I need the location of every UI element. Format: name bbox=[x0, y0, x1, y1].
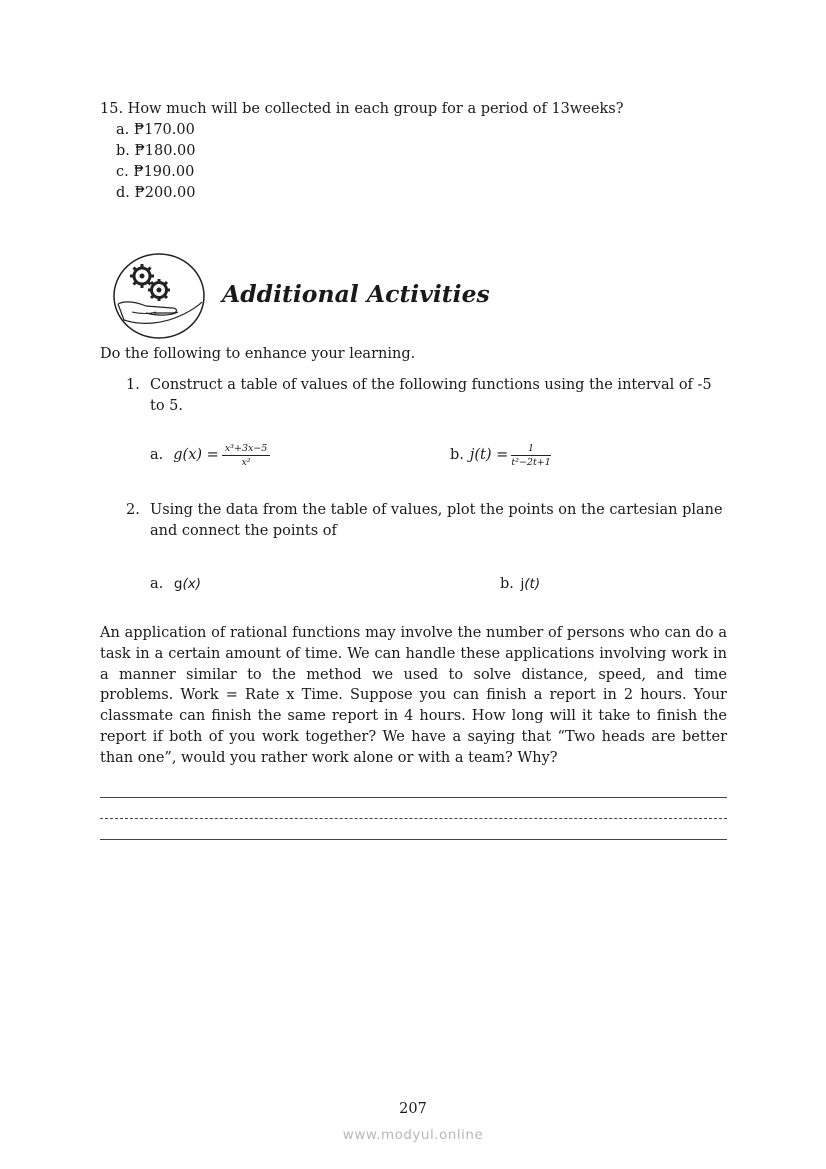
intro-text: Do the following to enhance your learning. bbox=[100, 346, 416, 362]
item-2b bbox=[500, 574, 540, 594]
item-2a-arg: (x) bbox=[182, 576, 201, 592]
function-g-denominator: x² bbox=[241, 456, 251, 468]
question-15-stem: 15. How much will be collected in each group for a period of 13weeks? bbox=[100, 101, 624, 117]
item-1-number: 1. bbox=[126, 377, 140, 393]
function-j-numerator: 1 bbox=[511, 443, 550, 456]
choice-c: c. ₱190.00 bbox=[116, 164, 195, 180]
section-title: Additional Activities bbox=[222, 280, 490, 308]
application-paragraph: An application of rational functions may involve the number of persons who can do a task in a certain amount of time. We can handle these applications involving work in a manner similar to the method we used to solve distance, speed, and time problems. Work = Rate x Time. Suppose you can finish a report in 2 hours. Your classmate can finish the same report in 4 hours. How long will it take to finish the report if both of you work together? We have a saying that “Two heads are better than one”, would you rather work alone or with a team? Why? bbox=[100, 625, 727, 766]
item-2-text: Using the data from the table of values, plot the points on the cartesian plane bbox=[150, 502, 723, 518]
function-j bbox=[450, 437, 551, 473]
item-1-text: Construct a table of values of the following functions using the interval of -5 bbox=[150, 377, 712, 393]
function-j-lhs: j(t) = bbox=[469, 447, 509, 463]
item-2b-label: b. bbox=[500, 576, 514, 592]
answer-line-1 bbox=[100, 797, 727, 798]
item-2-number: 2. bbox=[126, 502, 140, 518]
function-j-fraction bbox=[511, 443, 550, 468]
item-2a-fn: g bbox=[173, 576, 183, 592]
function-g-lhs: g(x) = bbox=[173, 447, 219, 463]
gears-hand-icon bbox=[112, 252, 206, 340]
item-1-text-cont: to 5. bbox=[150, 398, 184, 414]
answer-line-3 bbox=[100, 839, 727, 840]
function-g-numerator: x³+3x−5 bbox=[222, 443, 271, 456]
page-number: 207 bbox=[399, 1101, 427, 1117]
item-1a-label: a. bbox=[150, 447, 164, 463]
item-2b-fn: j bbox=[520, 576, 525, 592]
choice-d: d. ₱200.00 bbox=[116, 185, 196, 201]
item-2-text-cont: and connect the points of bbox=[150, 523, 337, 539]
function-g-fraction bbox=[222, 443, 271, 468]
function-g bbox=[150, 437, 270, 473]
choice-a: a. ₱170.00 bbox=[116, 122, 195, 138]
item-2a bbox=[150, 574, 201, 594]
answer-line-2 bbox=[100, 818, 727, 819]
function-j-denominator: t²−2t+1 bbox=[511, 456, 551, 468]
choice-b: b. ₱180.00 bbox=[116, 143, 196, 159]
item-2b-arg: (t) bbox=[524, 576, 541, 592]
watermark: www.modyul.online bbox=[342, 1127, 484, 1143]
item-2a-label: a. bbox=[150, 576, 164, 592]
item-1b-label: b. bbox=[450, 447, 464, 463]
